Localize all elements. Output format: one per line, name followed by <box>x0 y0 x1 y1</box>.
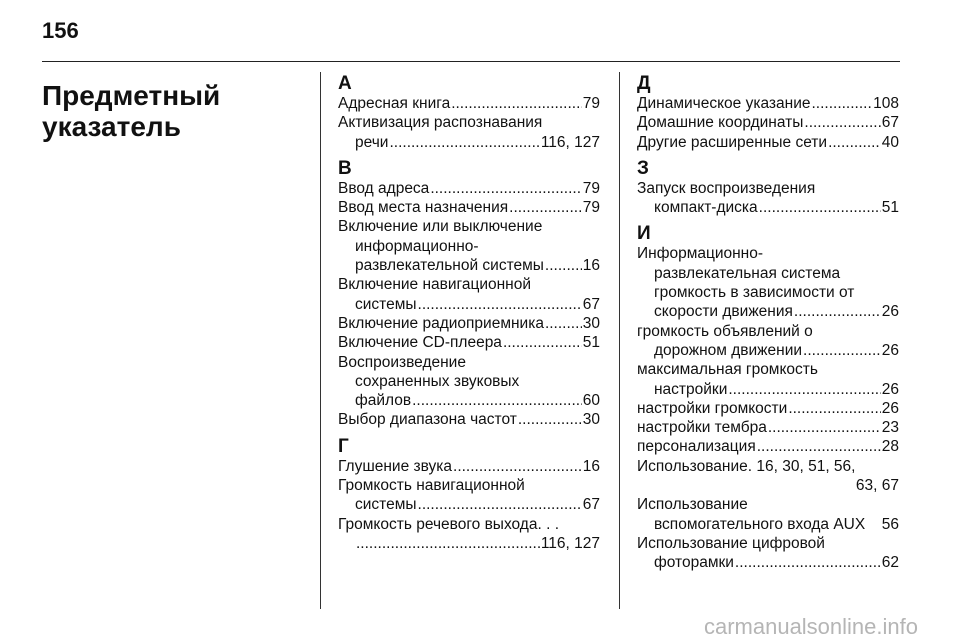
index-entry <box>338 314 600 333</box>
dot-leader <box>804 113 880 132</box>
entry-leader-line <box>637 437 899 456</box>
entry-text-line: Запуск воспроизведения <box>637 179 816 197</box>
entry-pages: 51 <box>582 334 600 352</box>
entry-leader-line <box>338 391 600 410</box>
entry-leader-line <box>338 256 600 275</box>
entry-text: развлекательной системы <box>355 257 544 275</box>
entry-text: Динамическое указание <box>637 95 811 112</box>
dot-leader <box>518 410 582 429</box>
dot-leader <box>418 495 582 514</box>
entry-leader-line <box>338 94 600 113</box>
index-entry <box>338 113 600 152</box>
index-entry <box>637 457 899 496</box>
index-title-line: Предметный <box>42 80 221 111</box>
entry-text-line: Информационно- <box>637 245 764 263</box>
page-number: 156 <box>42 18 79 43</box>
section-letter: И <box>637 223 651 245</box>
dot-leader <box>412 391 582 410</box>
entry-leader-line <box>637 94 899 113</box>
entry-pages: 40 <box>881 133 899 151</box>
entry-text: Другие расширенные сети <box>637 133 828 151</box>
index-entry <box>338 457 600 476</box>
entry-pages: 30 <box>582 411 600 429</box>
entry-pages: 108 <box>873 95 899 112</box>
index-entry <box>338 94 600 113</box>
entry-text: Адресная книга <box>338 95 451 112</box>
index-column-2 <box>637 74 899 573</box>
entry-leader-line <box>637 341 899 360</box>
entry-pages: 60 <box>582 392 600 410</box>
entry-leader-line <box>338 534 600 553</box>
dot-leader <box>788 399 880 418</box>
entry-pages: 26 <box>881 341 899 359</box>
index-title-line: указатель <box>42 111 181 142</box>
index-entry <box>637 179 899 218</box>
entry-text: Ввод места назначения <box>338 199 509 217</box>
watermark: carmanualsonline.info <box>703 614 918 639</box>
entry-text: Выбор диапазона частот <box>338 411 517 429</box>
entry-pages: 16 <box>582 457 600 475</box>
entry-text: Включение CD-плеера <box>338 334 502 352</box>
entry-text: Включение радиоприемника <box>338 314 544 332</box>
section-letter: В <box>338 157 352 179</box>
entry-pages: 51 <box>881 199 899 217</box>
entry-leader-line <box>637 302 899 321</box>
entry-leader-line <box>338 133 600 152</box>
dot-leader <box>430 179 581 198</box>
entry-leader-line <box>338 179 600 198</box>
dot-leader <box>503 333 582 352</box>
column-divider-left <box>320 72 321 609</box>
index-entry <box>637 360 899 399</box>
entry-text: речи <box>355 133 389 151</box>
dot-leader <box>811 94 872 113</box>
dot-leader <box>728 380 880 399</box>
entry-text: скорости движения <box>654 303 793 321</box>
index-entry <box>637 437 899 456</box>
entry-leader-line <box>637 113 899 132</box>
entry-pages: 30 <box>582 314 600 332</box>
entry-text-line: Использование цифровой <box>637 534 825 552</box>
section-letter: Д <box>637 73 651 94</box>
entry-pages: 26 <box>881 380 899 398</box>
dot-leader <box>794 302 881 321</box>
entry-leader-line <box>637 133 899 152</box>
entry-text-line: громкость в зависимости от <box>654 284 855 302</box>
entry-pages: 26 <box>881 303 899 321</box>
entry-text: настройки тембра <box>637 419 767 437</box>
dot-leader <box>759 198 881 217</box>
index-entry <box>637 244 899 321</box>
entry-pages: 26 <box>881 399 899 417</box>
header-rule <box>42 61 900 62</box>
entry-text: настройки <box>654 380 728 398</box>
entry-text: системы <box>355 295 417 313</box>
entry-pages: 16 <box>582 257 600 275</box>
index-entry <box>637 113 899 132</box>
index-entry <box>637 322 899 361</box>
dot-leader <box>389 133 539 152</box>
index-entry <box>338 353 600 411</box>
index-entry <box>637 94 899 113</box>
entry-text-line: Использование <box>637 496 748 514</box>
index-entry <box>338 476 600 515</box>
entry-pages: 67 <box>881 114 899 132</box>
entry-text: Глушение звука <box>338 457 453 475</box>
entry-pages: 116, 127 <box>540 133 600 151</box>
column-divider-right <box>619 72 620 609</box>
entry-text: системы <box>355 496 417 514</box>
entry-pages: 62 <box>881 554 899 572</box>
index-entry <box>338 515 600 554</box>
entry-pages: 79 <box>582 95 600 112</box>
entry-text: фоторамки <box>654 554 734 572</box>
dot-leader <box>509 198 582 217</box>
dot-leader <box>768 418 881 437</box>
index-entry <box>637 495 899 534</box>
entry-leader-line <box>338 410 600 429</box>
entry-text: дорожном движении <box>654 341 803 359</box>
entry-text: Домашние координаты <box>637 114 804 132</box>
dot-leader <box>545 314 582 333</box>
dot-leader <box>735 553 881 572</box>
index-entry <box>637 418 899 437</box>
entry-leader-line <box>338 314 600 333</box>
dot-leader <box>803 341 881 360</box>
dot-leader <box>418 295 582 314</box>
dot-leader <box>545 256 582 275</box>
entry-pages: 63, 67 <box>855 477 899 495</box>
entry-leader-line <box>637 399 899 418</box>
entry-leader-line <box>637 418 899 437</box>
entry-text-line: максимальная громкость <box>637 361 818 379</box>
dot-leader <box>451 94 582 113</box>
index-entry <box>338 217 600 275</box>
entry-pages: 116, 127 <box>540 534 600 552</box>
section-letter: Г <box>338 435 349 457</box>
entry-leader-line <box>338 457 600 476</box>
index-entry <box>637 534 899 573</box>
entry-pages: 28 <box>881 438 899 456</box>
entry-pages: 67 <box>582 496 600 514</box>
dot-leader <box>453 457 582 476</box>
entry-text-line: информационно- <box>355 237 479 255</box>
entry-text-line: Активизация распознавания <box>338 114 543 132</box>
entry-leader-line <box>338 295 600 314</box>
entry-text: компакт-диска <box>654 199 758 217</box>
section-letter: А <box>338 73 352 94</box>
entry-leader-line <box>637 380 899 399</box>
index-entry <box>338 198 600 217</box>
entry-leader-line <box>637 553 899 572</box>
index-column-1 <box>338 74 600 553</box>
index-entry <box>338 333 600 352</box>
entry-text: настройки громкости <box>637 399 788 417</box>
entry-pages: 67 <box>582 295 600 313</box>
entry-leader-line <box>637 515 899 534</box>
section-letter: З <box>637 157 649 179</box>
index-entry <box>338 179 600 198</box>
index-entry <box>338 275 600 314</box>
entry-text: Ввод адреса <box>338 179 430 197</box>
entry-text: вспомогательного входа AUX <box>654 515 866 533</box>
entry-pages: 56 <box>881 515 899 533</box>
entry-text-line: развлекательная система <box>654 264 841 282</box>
dot-leader <box>356 534 540 553</box>
index-entry <box>637 399 899 418</box>
entry-leader-line <box>338 198 600 217</box>
entry-text-line: Использование. 16, 30, 51, 56, <box>637 457 856 475</box>
index-entry <box>637 133 899 152</box>
dot-leader <box>757 437 881 456</box>
entry-leader-line <box>338 333 600 352</box>
entry-text: файлов <box>355 392 412 410</box>
dot-leader <box>828 133 881 152</box>
entry-pages: 23 <box>881 419 899 437</box>
entry-pages: 79 <box>582 179 600 197</box>
entry-text-line: Включение навигационной <box>338 276 532 294</box>
entry-text: персонализация <box>637 438 756 456</box>
index-title <box>42 80 302 142</box>
entry-leader-line <box>338 495 600 514</box>
entry-text-line: громкость объявлений о <box>637 322 813 340</box>
entry-leader-line <box>637 198 899 217</box>
entry-text-line: Включение или выключение <box>338 218 543 236</box>
entry-pages: 79 <box>582 199 600 217</box>
entry-text-line: Громкость навигационной <box>338 477 525 495</box>
index-entry <box>338 410 600 429</box>
entry-text-line: Громкость речевого выхода. . . <box>338 515 559 533</box>
entry-text-line: сохраненных звуковых <box>355 372 520 390</box>
entry-text-line: Воспроизведение <box>338 353 466 371</box>
